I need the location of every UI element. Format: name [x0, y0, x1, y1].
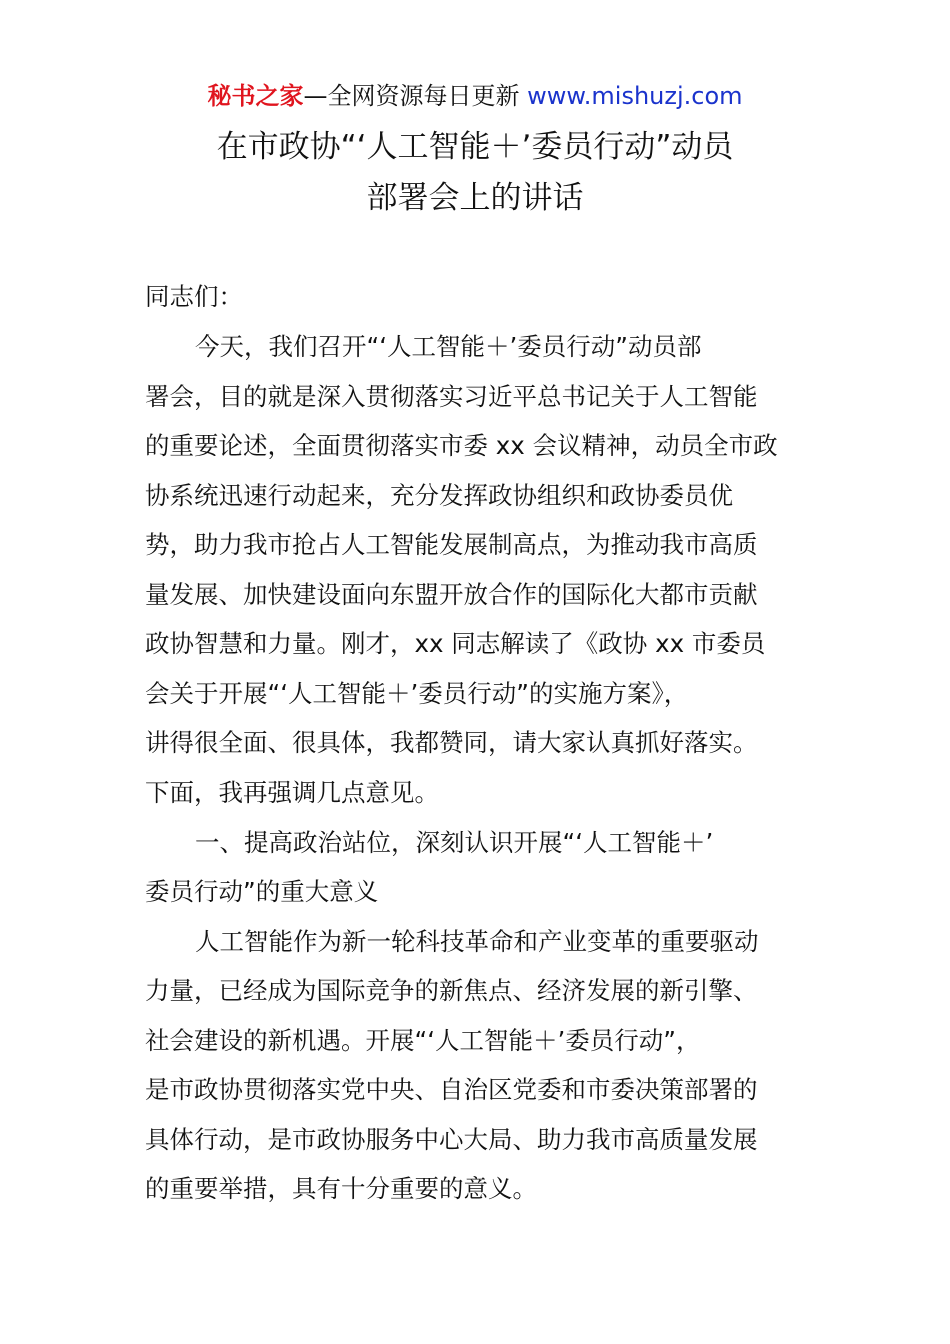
section-heading: 一、提高政治站位，深刻认识开展“‘人工智能＋’	[195, 828, 714, 857]
body-line: 协系统迅速行动起来，充分发挥政协组织和政协委员优	[145, 481, 733, 510]
body-line: 的重要论述，全面贯彻落实市委 xx 会议精神，动员全市政	[145, 431, 778, 460]
document-title-line-1: 在市政协“‘人工智能＋’委员行动”动员	[216, 129, 734, 165]
body-line: 是市政协贯彻落实党中央、自治区党委和市委决策部署的	[145, 1075, 758, 1104]
salutation: 同志们：	[145, 282, 243, 311]
body-line: 署会，目的就是深入贯彻落实习近平总书记关于人工智能	[145, 382, 758, 411]
body-line: 人工智能作为新一轮科技革命和产业变革的重要驱动	[195, 927, 759, 956]
body-line: 量发展、加快建设面向东盟开放合作的国际化大都市贡献	[145, 580, 758, 609]
document-title-line-2: 部署会上的讲话	[366, 180, 584, 216]
body-line: 政协智慧和力量。刚才，xx 同志解读了《政协 xx 市委员	[145, 629, 766, 658]
body-line: 具体行动，是市政协服务中心大局、助力我市高质量发展	[145, 1125, 758, 1154]
site-brand: 秘书之家	[207, 82, 304, 110]
body-line: 下面，我再强调几点意见。	[145, 778, 439, 807]
body-line: 社会建设的新机遇。开展“‘人工智能＋’委员行动”，	[145, 1026, 701, 1055]
site-header	[0, 80, 950, 112]
site-url-link[interactable]: www.mishuzj.com	[527, 82, 743, 110]
body-line: 会关于开展“‘人工智能＋’委员行动”的实施方案》，	[145, 679, 689, 708]
body-line: 势，助力我市抢占人工智能发展制高点，为推动我市高质	[145, 530, 758, 559]
section-heading: 委员行动”的重大意义	[145, 877, 379, 906]
body-line: 讲得很全面、很具体，我都赞同，请大家认真抓好落实。	[145, 728, 758, 757]
body-line: 的重要举措，具有十分重要的意义。	[145, 1174, 537, 1203]
body-line: 今天，我们召开“‘人工智能＋’委员行动”动员部	[195, 332, 702, 361]
site-tagline: —全网资源每日更新	[303, 82, 520, 110]
body-line: 力量，已经成为国际竞争的新焦点、经济发展的新引擎、	[145, 976, 758, 1005]
